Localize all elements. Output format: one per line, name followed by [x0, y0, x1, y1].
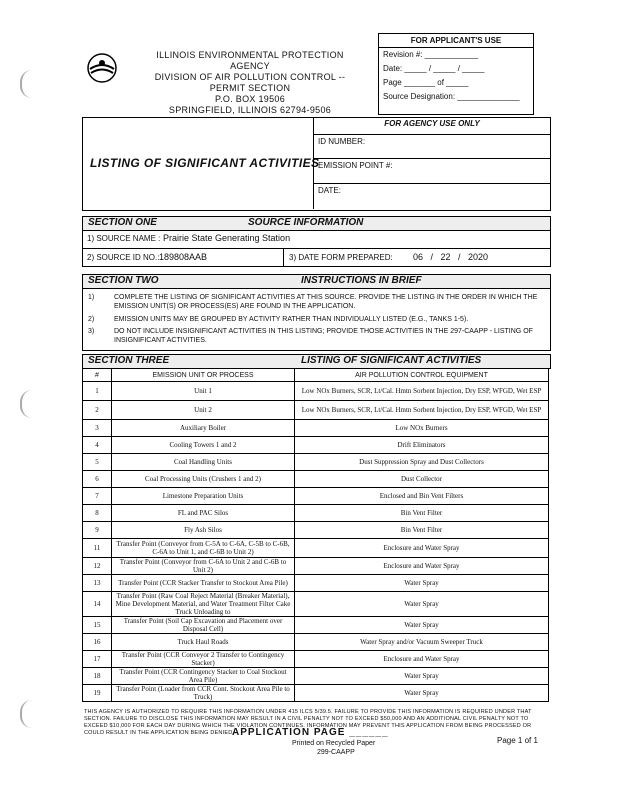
revision-field[interactable]: Revision #: ____________: [383, 50, 479, 59]
section-one-title: SECTION ONE: [88, 217, 157, 228]
emission-unit-cell: Coal Handling Units: [112, 454, 295, 471]
source-name-label: 1) SOURCE NAME :: [87, 234, 161, 243]
punch-hole: [20, 700, 32, 728]
recycled-paper-note: Printed on Recycled Paper: [292, 740, 376, 747]
table-row: [83, 592, 549, 617]
agency-city: SPRINGFIELD, ILLINOIS 62794-9506: [168, 105, 332, 115]
row-number: 13: [83, 575, 112, 592]
control-equipment-cell: Dust Collector: [295, 471, 549, 488]
section-three-subtitle: LISTING OF SIGNIFICANT ACTIVITIES: [301, 355, 482, 366]
table-row: [83, 522, 549, 539]
emission-unit-cell: Fly Ash Silos: [112, 522, 295, 539]
applicant-use-box: [378, 33, 534, 115]
table-row: [83, 575, 549, 592]
row-number: 15: [83, 617, 112, 634]
table-row: [83, 505, 549, 522]
instruction-item: [88, 327, 548, 347]
agency-division: DIVISION OF AIR POLLUTION CONTROL -- PERMIT SECTION: [154, 72, 346, 93]
control-equipment-cell: Dust Suppression Spray and Dust Collectors: [295, 454, 549, 471]
table-row: [83, 488, 549, 505]
row-number: 19: [83, 685, 112, 702]
emission-unit-cell: Transfer Point (Raw Coal Reject Material (Breaker Material), Mine Development Material, and Water Treatment Filter Cake Truck Unloading to: [112, 592, 295, 617]
source-name-row: [82, 230, 551, 249]
emission-unit-cell: Cooling Towers 1 and 2: [112, 437, 295, 454]
agency-date-field[interactable]: DATE:: [318, 186, 341, 195]
emission-unit-cell: Limestone Preparation Units: [112, 488, 295, 505]
section-one-header: [82, 216, 551, 231]
row-number: 7: [83, 488, 112, 505]
applicant-use-header: FOR APPLICANT'S USE: [379, 34, 533, 48]
row-divider: [283, 249, 284, 266]
table-row: [83, 420, 549, 437]
table-row: [83, 685, 549, 702]
control-equipment-cell: Bin Vent Filter: [295, 522, 549, 539]
emission-unit-cell: FL and PAC Silos: [112, 505, 295, 522]
table-row: [83, 471, 549, 488]
control-equipment-cell: Water Spray: [295, 617, 549, 634]
section-three-title: SECTION THREE: [88, 355, 170, 366]
row-number: 3: [83, 420, 112, 437]
row-number: 17: [83, 651, 112, 668]
emission-unit-cell: Unit 1: [112, 382, 295, 401]
control-equipment-cell: Enclosure and Water Spray: [295, 558, 549, 575]
source-id-label: 2) SOURCE ID NO.:: [87, 253, 160, 262]
table-row: [83, 401, 549, 420]
punch-hole: [20, 390, 32, 418]
emission-unit-cell: Transfer Point (CCR Contingency Stacker to Coal Stockout Area Pile): [112, 668, 295, 685]
table-header-row: [83, 369, 549, 382]
emission-unit-cell: Auxiliary Boiler: [112, 420, 295, 437]
application-page-label: APPLICATION PAGE ______: [232, 727, 389, 738]
emission-point-field[interactable]: EMISSION POINT #:: [314, 159, 550, 184]
table-row: [83, 668, 549, 685]
emission-unit-cell: Transfer Point (Conveyor from C-5A to C-6A, C-5B to C-6B, C-6A to Unit 1, and C-6B to Unit 2): [112, 539, 295, 558]
row-number: 12: [83, 558, 112, 575]
control-equipment-cell: Water Spray: [295, 668, 549, 685]
instruction-item: [88, 315, 548, 325]
section-three-header: [82, 354, 551, 369]
control-equipment-cell: Low NOx Burners, SCR, Lt/Cal. Hmtn Sorbent Injection, Dry ESP, WFGD, Wet ESP: [295, 382, 549, 401]
form-title: LISTING OF SIGNIFICANT ACTIVITIES: [90, 156, 320, 170]
punch-hole: [20, 70, 32, 98]
section-two-subtitle: INSTRUCTIONS IN BRIEF: [301, 275, 422, 286]
control-equipment-cell: Drift Eliminators: [295, 437, 549, 454]
table-row: [83, 558, 549, 575]
control-equipment-cell: Low NOx Burners: [295, 420, 549, 437]
instruction-number: 1): [88, 294, 95, 301]
column-header-control: AIR POLLUTION CONTROL EQUIPMENT: [295, 369, 549, 382]
control-equipment-cell: Enclosure and Water Spray: [295, 651, 549, 668]
section-one-subtitle: SOURCE INFORMATION: [248, 217, 364, 228]
activities-table: [82, 368, 549, 702]
emission-unit-cell: Unit 2: [112, 401, 295, 420]
table-row: [83, 634, 549, 651]
agency-po-box: P.O. BOX 19506: [214, 94, 286, 104]
agency-use-box: [313, 117, 550, 209]
row-number: 18: [83, 668, 112, 685]
source-designation-field[interactable]: Source Designation: ______________: [383, 92, 520, 101]
control-equipment-cell: Enclosed and Bin Vent Filters: [295, 488, 549, 505]
table-row: [83, 437, 549, 454]
emission-unit-cell: Transfer Point (CCR Conveyor 2 Transfer to Contingency Stacker): [112, 651, 295, 668]
legal-notice: THIS AGENCY IS AUTHORIZED TO REQUIRE THIS INFORMATION UNDER 415 ILCS 5/39.5. FAILURE TO PROVIDE THIS INFORMATION IS REQUIRED UNDER THAT SECTION. FAILURE TO DISCLOSE THIS INFORMATION MAY RESULT IN A CIVIL PENALTY NOT TO EXCEED $50,000 AND AN ADDITIONAL CIVIL PENALTY NOT TO EXCEED $10,000 FOR EACH DAY DURING WHICH THE VIOLATION CONTINUES. INFORMATION MAY PREVENT THIS APPLICATION FROM BEING PROCESSED OR COULD RESULT IN THE APPLICATION BEING DENIED.: [84, 709, 532, 736]
control-equipment-cell: Water Spray: [295, 592, 549, 617]
id-number-field[interactable]: ID NUMBER:: [314, 135, 550, 159]
control-equipment-cell: Water Spray and/or Vacuum Sweeper Truck: [295, 634, 549, 651]
row-number: 16: [83, 634, 112, 651]
instruction-text: DO NOT INCLUDE INSIGNIFICANT ACTIVITIES IN THIS LISTING; PROVIDE THOSE ACTIVITIES IN THE 297-CAAPP - LISTING OF INSIGNIFICANT ACTIVITIES.: [114, 328, 533, 344]
row-number: 1: [83, 382, 112, 401]
instruction-number: 3): [88, 328, 95, 335]
emission-unit-cell: Truck Haul Roads: [112, 634, 295, 651]
date-prepared-value[interactable]: 06 / 22 / 2020: [413, 252, 489, 262]
page-of: Page 1 of 1: [497, 736, 538, 745]
date-field[interactable]: Date: _____ / _____ / _____: [383, 64, 485, 73]
control-equipment-cell: Water Spray: [295, 685, 549, 702]
source-name-value[interactable]: Prairie State Generating Station: [163, 233, 291, 243]
column-header-number: #: [83, 369, 112, 382]
instruction-number: 2): [88, 316, 95, 323]
emission-unit-cell: Transfer Point (Loader from CCR Cont. Stockout Area Pile to Truck): [112, 685, 295, 702]
table-row: [83, 382, 549, 401]
control-equipment-cell: Enclosure and Water Spray: [295, 539, 549, 558]
row-number: 6: [83, 471, 112, 488]
control-equipment-cell: Water Spray: [295, 575, 549, 592]
date-prepared-label: 3) DATE FORM PREPARED:: [289, 253, 393, 262]
agency-address: [140, 50, 360, 116]
table-row: [83, 454, 549, 471]
instruction-text: COMPLETE THE LISTING OF SIGNIFICANT ACTIVITIES AT THIS SOURCE. PROVIDE THE LISTING IN THE ORDER IN WHICH THE EMISSION UNIT(S) OR PROCESS(ES) ARE FOUND IN THE APPLICATION.: [114, 294, 538, 310]
section-two-title: SECTION TWO: [88, 275, 159, 286]
instruction-item: [88, 293, 548, 313]
emission-unit-cell: Transfer Point (CCR Stacker Transfer to Stockout Area Pile): [112, 575, 295, 592]
row-number: 4: [83, 437, 112, 454]
source-id-row: [82, 249, 551, 267]
emission-unit-cell: Transfer Point (Soil Cap Excavation and Placement over Disposal Cell): [112, 617, 295, 634]
agency-logo-icon: [86, 52, 118, 84]
row-number: 2: [83, 401, 112, 420]
table-row: [83, 539, 549, 558]
row-number: 9: [83, 522, 112, 539]
section-two-header: [82, 274, 551, 289]
emission-unit-cell: Transfer Point (Conveyor from C-6A to Unit 2 and C-6B to Unit 2): [112, 558, 295, 575]
emission-unit-cell: Coal Processing Units (Crushers 1 and 2): [112, 471, 295, 488]
control-equipment-cell: Bin Vent Filter: [295, 505, 549, 522]
row-number: 5: [83, 454, 112, 471]
table-row: [83, 651, 549, 668]
agency-name: ILLINOIS ENVIRONMENTAL PROTECTION AGENCY: [156, 50, 344, 71]
instruction-text: EMISSION UNITS MAY BE GROUPED BY ACTIVITY RATHER THAN INDIVIDUALLY LISTED (E.G., TANKS 1-5).: [114, 316, 469, 323]
row-number: 8: [83, 505, 112, 522]
row-number: 14: [83, 592, 112, 617]
row-number: 11: [83, 539, 112, 558]
source-id-value[interactable]: 189808AAB: [159, 252, 208, 262]
form-number: 299-CAAPP: [317, 749, 355, 756]
control-equipment-cell: Low NOx Burners, SCR, Lt/Cal. Hmtn Sorbent Injection, Dry ESP, WFGD, Wet ESP: [295, 401, 549, 420]
page-field[interactable]: Page _______ of _____: [383, 78, 469, 87]
column-header-unit: EMISSION UNIT OR PROCESS: [112, 369, 295, 382]
agency-use-header: FOR AGENCY USE ONLY: [314, 117, 550, 135]
table-row: [83, 617, 549, 634]
